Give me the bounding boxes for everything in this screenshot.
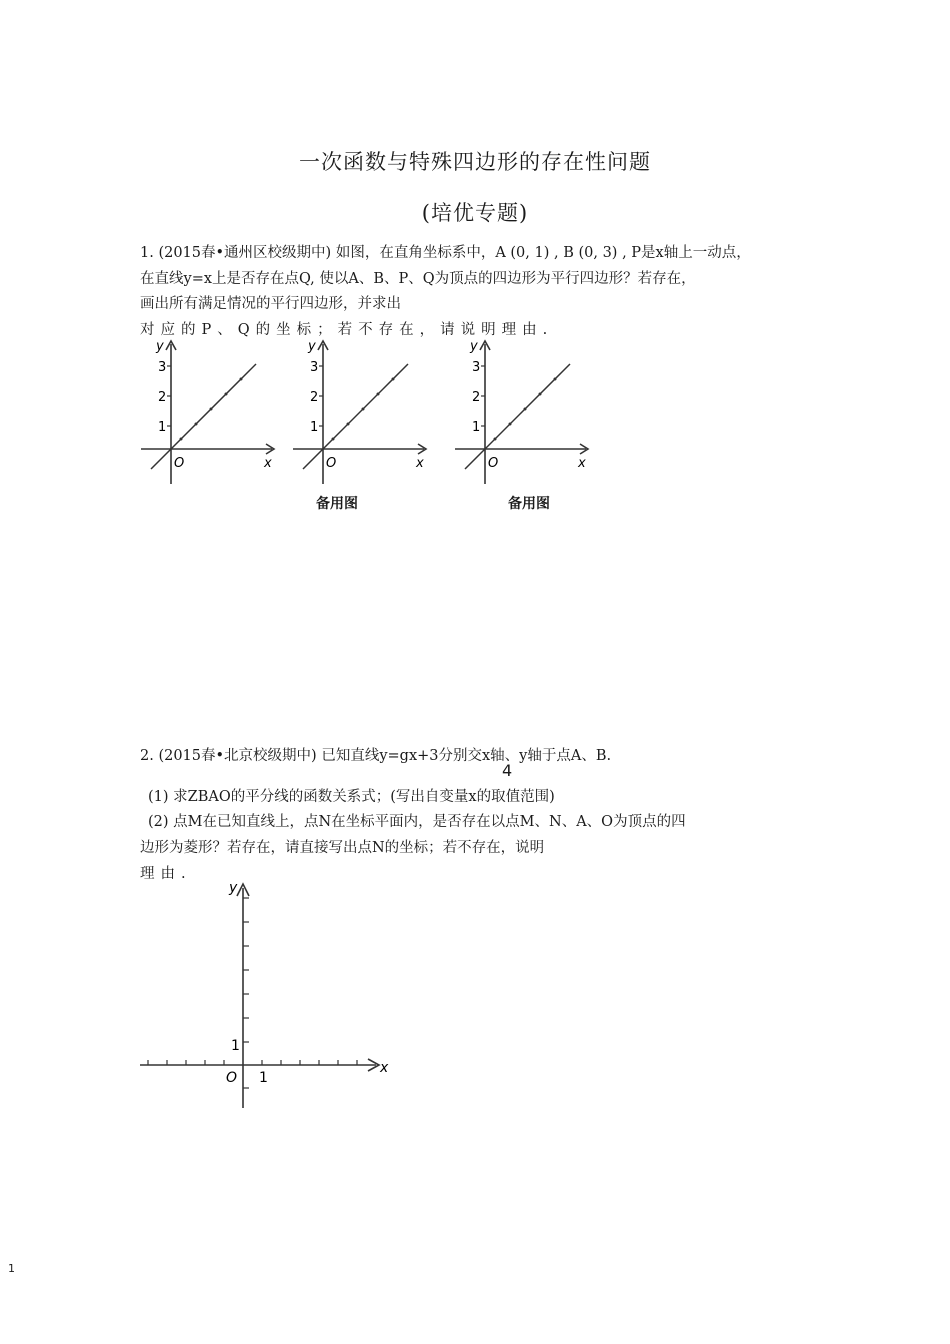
origin-label: O — [488, 456, 499, 471]
stray-digit: 4 — [502, 761, 513, 780]
tick-label-2: 2 — [158, 390, 167, 405]
tick-label-1: 1 — [158, 420, 167, 435]
y-axis-label: y — [470, 339, 478, 354]
y-axis-label: y — [308, 339, 316, 354]
tick-label-1: 1 — [310, 420, 319, 435]
problem1-line3: 画出所有满足情况的平行四边形，并求出 — [140, 296, 401, 312]
problem1-line2: 在直线y=x上是否存在点Q, 使以A、B、P、Q为顶点的四边形为平行四边形？若存在， — [140, 271, 696, 287]
problem1-graph-1 — [138, 336, 284, 488]
y-axis-label: y — [156, 339, 164, 354]
graph-caption: 备用图 — [508, 496, 550, 512]
problem1-graph-2 — [290, 336, 436, 488]
tick-label-2: 2 — [310, 390, 319, 405]
x-axis-label: x — [578, 456, 586, 471]
x-axis-label: x — [416, 456, 424, 471]
x-tick-label: 1 — [259, 1070, 268, 1086]
problem1-line4: 对应的P、Q的坐标；若不存在，请说明理由. — [140, 322, 554, 338]
origin-label: O — [174, 456, 185, 471]
tick-label-3: 3 — [472, 360, 481, 375]
problem2-part2-line1: (2) 点M在已知直线上，点N在坐标平面内，是否存在以点M、N、A、O为顶点的四 — [148, 814, 686, 830]
problem2-part2-line2: 边形为菱形？若存在，请直接写出点N的坐标；若不存在，说明 — [140, 840, 545, 856]
graph-caption: 备用图 — [316, 496, 358, 512]
x-axis-label: x — [380, 1060, 389, 1076]
tick-label-3: 3 — [310, 360, 319, 375]
problem1-graph-3 — [452, 336, 598, 488]
problem2-line1: 2. (2015春•北京校级期中) 已知直线y=gx+3分别交x轴、y轴于点A、B. — [140, 748, 612, 764]
x-axis-label: x — [264, 456, 272, 471]
problem2-graph — [138, 876, 390, 1112]
origin-label: O — [226, 1070, 238, 1086]
origin-label: O — [326, 456, 337, 471]
page-subtitle: (培优专题) — [421, 201, 529, 225]
y-axis-label: y — [229, 880, 238, 896]
page-title: 一次函数与特殊四边形的存在性问题 — [299, 150, 651, 174]
problem1-line1: 1. (2015春•通州区校级期中) 如图，在直角坐标系中，A (0, 1) , B (0, 3) , P是x轴上一动点， — [140, 245, 751, 261]
tick-label-2: 2 — [472, 390, 481, 405]
tick-label-1: 1 — [472, 420, 481, 435]
page-number: 1 — [8, 1262, 15, 1275]
problem2-part2-line3: 理由. — [140, 866, 192, 882]
y-tick-label: 1 — [231, 1038, 240, 1054]
tick-label-3: 3 — [158, 360, 167, 375]
problem2-part1: (1) 求ZBAO的平分线的函数关系式；(写出自变量x的取值范围) — [148, 789, 555, 805]
